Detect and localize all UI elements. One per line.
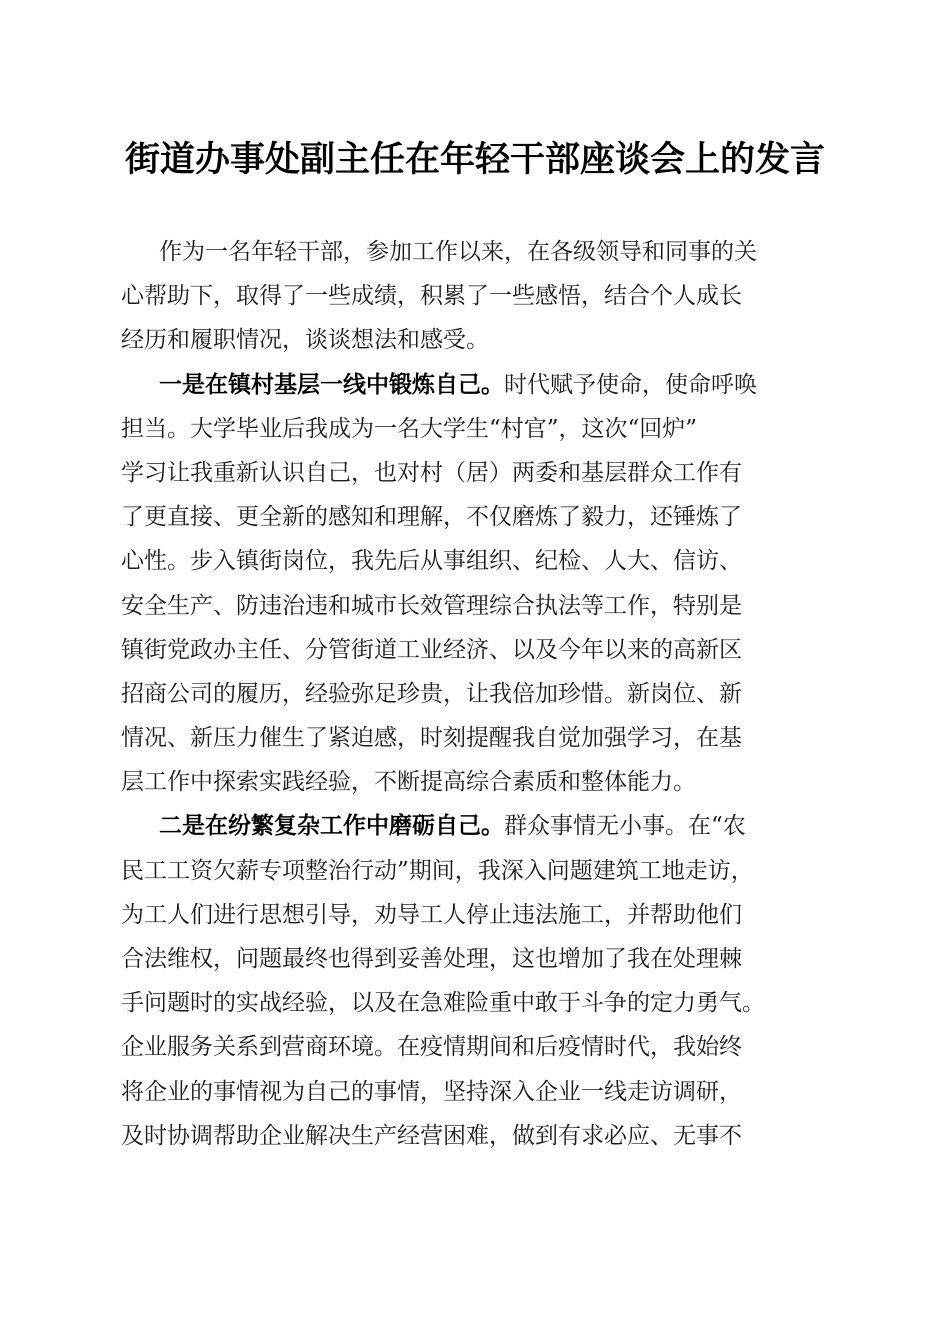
text-line: 作为一名年轻干部，参加工作以来，在各级领导和同事的关 bbox=[159, 239, 757, 265]
text-line: 学习让我重新认识自己，也对村（居）两委和基层群众工作有 bbox=[121, 459, 742, 486]
document-title: 街道办事处副主任在年轻干部座谈会上的发言 bbox=[124, 139, 825, 180]
text-line: 经历和履职情况，谈谈想法和感受。 bbox=[121, 327, 489, 354]
text-line: 担当。大学毕业后我成为一名大学生“村官”，这次“回炉” bbox=[121, 415, 698, 442]
section-lead-two: 二是在纷繁复杂工作中磨砺自己。 bbox=[159, 812, 504, 840]
text-line bbox=[121, 804, 831, 848]
text-line: 了更直接、更全新的感知和理解，不仅磨炼了毅力，还锤炼了 bbox=[121, 504, 742, 531]
text-line: 层工作中探索实践经验，不断提高综合素质和整体能力。 bbox=[121, 769, 696, 796]
text-line: 合法维权，问题最终也得到妥善处理，这也增加了我在处理棘 bbox=[121, 946, 742, 972]
text-span: 群众事情无小事。在“农 bbox=[504, 813, 746, 840]
text-line: 及时协调帮助企业解决生产经营困难，做到有求必应、无事不 bbox=[121, 1122, 742, 1149]
text-line bbox=[121, 363, 831, 407]
text-line: 安全生产、防违治违和城市长效管理综合执法等工作，特别是 bbox=[121, 592, 742, 619]
paragraph-point-two bbox=[121, 804, 831, 1158]
paragraph-point-one bbox=[121, 363, 831, 805]
paragraph-intro bbox=[121, 230, 831, 363]
text-line: 为工人们进行思想引导，劝导工人停止违法施工，并帮助他们 bbox=[121, 901, 742, 928]
text-line: 心性。步入镇街岗位，我先后从事组织、纪检、人大、信访、 bbox=[121, 548, 742, 575]
text-line: 将企业的事情视为自己的事情，坚持深入企业一线走访调研， bbox=[121, 1078, 742, 1105]
text-span: 时代赋予使命，使命呼唤 bbox=[504, 371, 757, 398]
text-line: 手问题时的实战经验，以及在急难险重中敢于斗争的定力勇气。 bbox=[121, 990, 765, 1017]
document-body bbox=[121, 230, 831, 1158]
text-line: 心帮助下，取得了一些成绩，积累了一些感悟，结合个人成长 bbox=[121, 283, 742, 310]
text-line: 招商公司的履历，经验弥足珍贵，让我倍加珍惜。新岗位、新 bbox=[121, 680, 742, 707]
text-line: 民工工资欠薪专项整治行动”期间，我深入问题建筑工地走访， bbox=[121, 857, 754, 884]
text-line: 情况、新压力催生了紧迫感，时刻提醒我自觉加强学习，在基 bbox=[121, 725, 742, 752]
section-lead-one: 一是在镇村基层一线中锻炼自己。 bbox=[159, 370, 504, 398]
text-line: 镇街党政办主任、分管街道工业经济、以及今年以来的高新区 bbox=[121, 636, 742, 663]
text-line: 企业服务关系到营商环境。在疫情期间和后疫情时代，我始终 bbox=[121, 1034, 742, 1061]
